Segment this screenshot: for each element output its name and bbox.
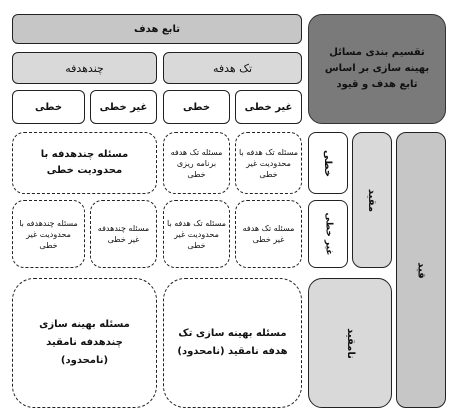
objective-function-header: تابع هدف — [12, 14, 302, 44]
diagram-main-title: تقسیم بندی مسائل بهینه سازی بر اساس تابع هدف و قیود — [308, 14, 446, 124]
nonlinear-single-box: غیر خطی — [235, 90, 302, 124]
cell-r2-multi-linear: مسئله چندهدفه با محدودیت غیر خطی — [12, 200, 85, 268]
linear-constraint-box: خطی — [308, 132, 348, 194]
cell-r1-multi: مسئله چندهدفه با محدودیت خطی — [12, 132, 157, 194]
linear-multi-box: خطی — [12, 90, 85, 124]
constraint-main-box: قید — [396, 132, 446, 408]
nonlinear-constraint-box: غیر خطی — [308, 200, 348, 268]
linear-single-box: خطی — [163, 90, 230, 124]
cell-r3-single-unbounded: مسئله بهینه سازی تک هدفه نامقید (نامحدود) — [163, 278, 302, 408]
cell-r3-multi-unbounded: مسئله بهینه سازی چندهدفه نامقید (نامحدود) — [12, 278, 157, 408]
cell-r1-single-nonlinear: مسئله تک هدفه با محدودیت غیر خطی — [235, 132, 302, 194]
unbounded-constraint-box: نامقید — [308, 278, 392, 408]
single-objective-box: تک هدفه — [163, 52, 302, 84]
multi-objective-box: چندهدفه — [12, 52, 157, 84]
cell-r2-multi-nonlinear: مسئله چندهدفه غیر خطی — [90, 200, 157, 268]
cell-r1-single-linear: مسئله تک هدفه برنامه ریزی خطی — [163, 132, 230, 194]
cell-r2-single-linear: مسئله تک هدفه با محدودیت غیر خطی — [163, 200, 230, 268]
bounded-constraint-box: مقید — [352, 132, 392, 268]
nonlinear-multi-box: غیر خطی — [90, 90, 157, 124]
cell-r2-single-nonlinear: مسئله تک هدفه غیر خطی — [235, 200, 302, 268]
